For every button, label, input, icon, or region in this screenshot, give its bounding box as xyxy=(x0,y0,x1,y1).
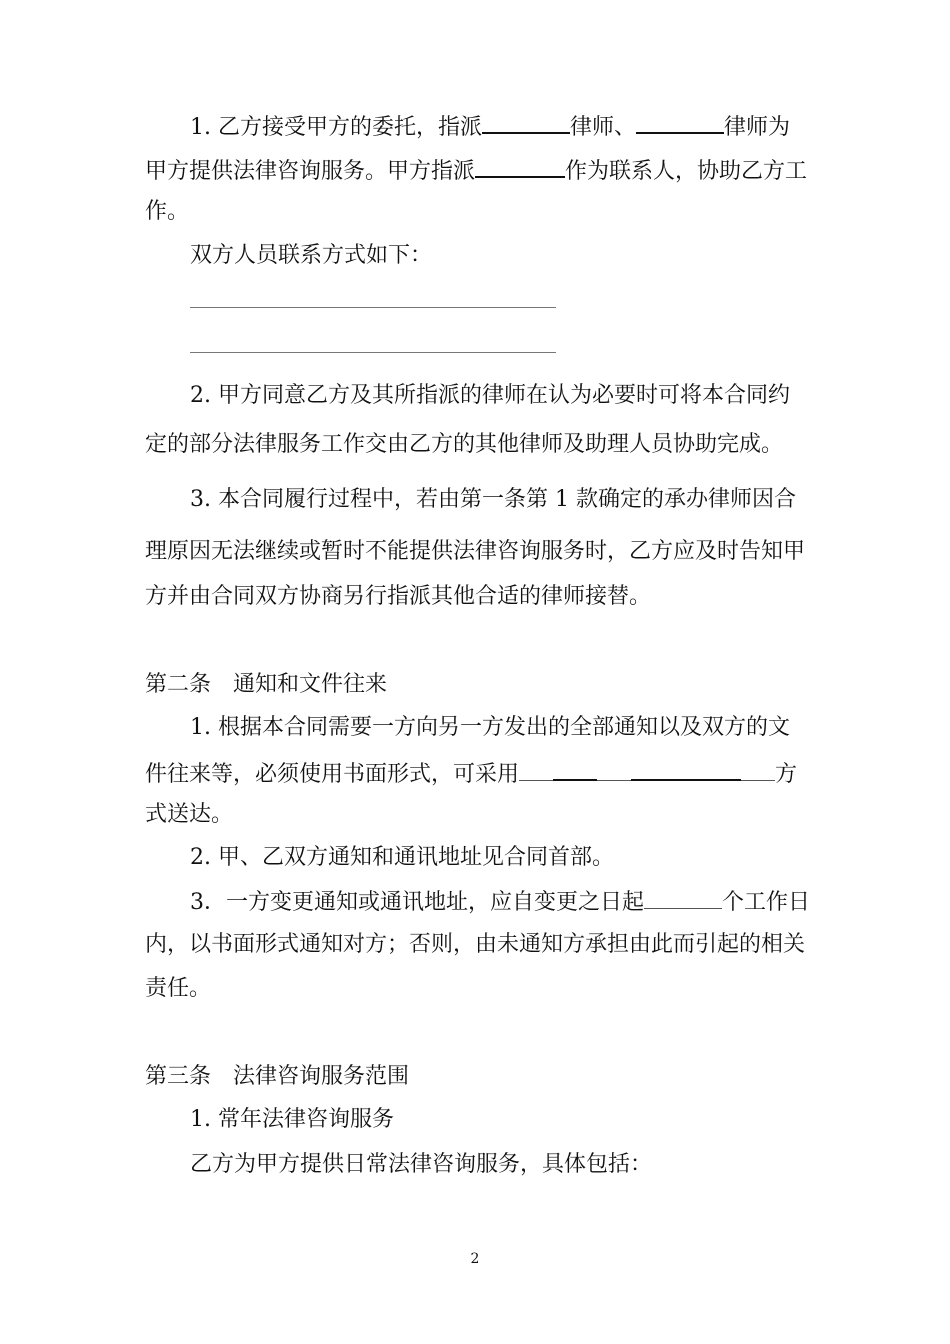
contact-person-blank xyxy=(475,154,565,178)
art2-p3-line2: 内，以书面形式通知对方；否则，由未通知方承担由此而引起的相关 xyxy=(145,932,806,957)
art3-heading: 第三条 法律咨询服务范围 xyxy=(145,1064,410,1089)
page-number: 2 xyxy=(470,1251,480,1267)
art1-p2-line2: 定的部分法律服务工作交由乙方的其他律师及助理人员协助完成。 xyxy=(145,432,784,457)
art3-desc: 乙方为甲方提供日常法律咨询服务，具体包括： xyxy=(190,1152,653,1177)
lawyer-name-blank-1 xyxy=(482,110,570,134)
delivery-method-blank-4 xyxy=(631,757,741,781)
art1-p3-line2: 理原因无法继续或暂时不能提供法律咨询服务时，乙方应及时告知甲 xyxy=(145,539,806,564)
workday-count-blank xyxy=(644,886,722,909)
art2-p1-line3: 式送达。 xyxy=(145,802,234,827)
art2-heading: 第二条 通知和文件往来 xyxy=(145,672,388,697)
delivery-method-blank-3 xyxy=(597,758,631,781)
delivery-method-blank-2 xyxy=(553,757,597,781)
art2-p2: 2. 甲、乙双方通知和通讯地址见合同首部。 xyxy=(190,845,614,870)
delivery-method-blank-5 xyxy=(741,758,775,781)
lawyer-name-blank-2 xyxy=(636,110,724,134)
art2-p1-line2: 件往来等，必须使用书面形式，可采用 方 xyxy=(145,757,797,790)
art1-p2-line1: 2. 甲方同意乙方及其所指派的律师在认为必要时可将本合同约 xyxy=(190,383,790,408)
contacts-label: 双方人员联系方式如下： xyxy=(190,243,433,268)
art1-p3-line3: 方并由合同双方协商另行指派其他合适的律师接替。 xyxy=(145,584,652,609)
art1-p1-line1: 1. 乙方接受甲方的委托，指派 律师、 律师为 xyxy=(190,110,790,143)
art3-item1: 1. 常年法律咨询服务 xyxy=(190,1107,394,1132)
contact-rule-2 xyxy=(190,352,556,353)
art1-p1-line2: 甲方提供法律咨询服务。甲方指派 作为联系人，协助乙方工 xyxy=(145,154,807,187)
art2-p1-line1: 1. 根据本合同需要一方向另一方发出的全部通知以及双方的文 xyxy=(190,715,790,740)
art1-p3-line1: 3. 本合同履行过程中，若由第一条第 1 款确定的承办律师因合 xyxy=(190,487,796,512)
art2-p3-line1: 3．一方变更通知或通讯地址，应自变更之日起 个工作日 xyxy=(190,886,810,918)
art1-p1-line3: 作。 xyxy=(145,199,190,224)
contact-rule-1 xyxy=(190,307,556,308)
art2-p3-line3: 责任。 xyxy=(145,976,212,1001)
delivery-method-blank-1 xyxy=(519,758,553,781)
